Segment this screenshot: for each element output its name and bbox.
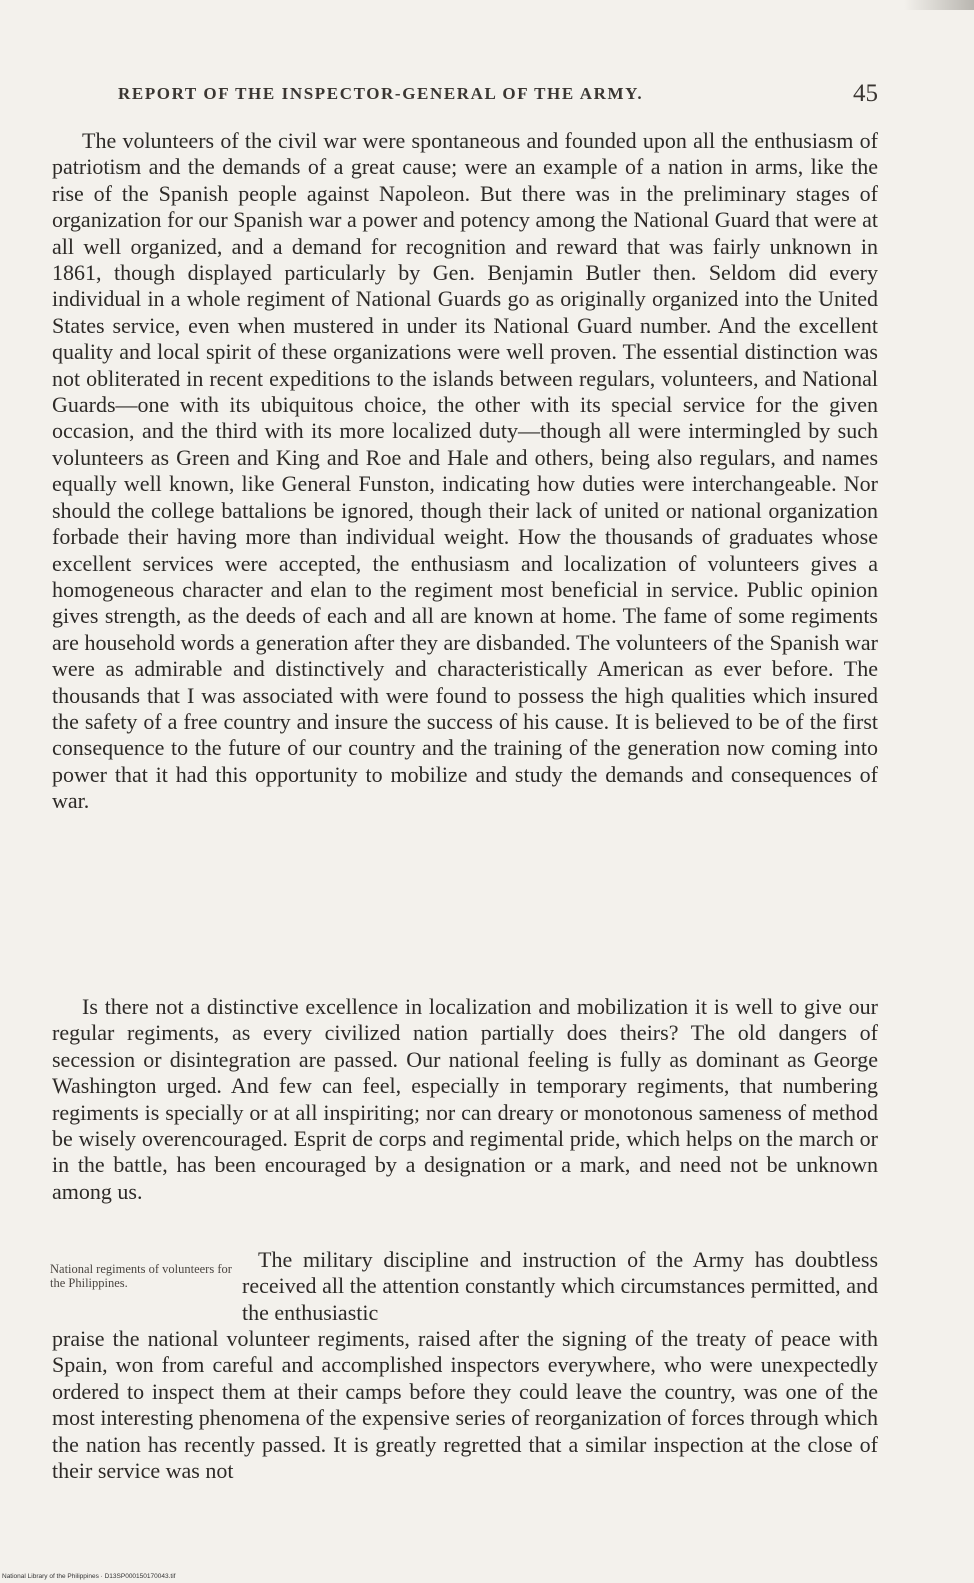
margin-note: National regiments of volunteers for the Philippines. — [50, 1262, 232, 1290]
paragraph-volunteers-civil-war: The volunteers of the civil war were spontaneous and founded upon all the enthusiasm of patriotism and the demands of a great cause; were an example of a nation in arms, like the rise of the Spanish people against Napoleon. But there was in the preliminary stages of organization for our Spanish war a power and potency among the National Guard that were at all well organized, and a demand for recognition and reward that was fairly unknown in 1861, though displayed particularly by Gen. Benjamin Butler then. Seldom did every individual in a whole regiment of National Guards go as originally organized into the United States service, even when mustered in under its National Guard number. And the excellent quality and local spirit of these organizations were well proven. The essential distinction was not obliterated in recent expeditions to the islands between regulars, volunteers, and National Guards—one with its ubiquitous choice, the other with its special service for the given occasion, and the third with its more localized duty—though all were intermingled by such volunteers as Green and King and Roe and Hale and others, being also regulars, and names equally well known, like General Funston, indicating how duties were interchangeable. Nor should the college battalions be ignored, though their lack of united or national organization forbade their having more than individual weight. How the thousands of graduates whose excellent services were accepted, the enthusiasm and localization of volunteers gives a homogeneous character and elan to the regiment most beneficial in service. Public opinion gives strength, as the deeds of each and all are known at home. The fame of some regiments are household words a generation after they are disbanded. The volunteers of the Spanish war were as admirable and distinctively and characteristically American as ever before. The thousands that I was associated with were found to possess the high qualities which insured the safety of a free country and insure the success of his cause. It is believed to be of the first consequence to the future of our country and the training of the generation now coming into power that it had this opportunity to mobilize and study the demands and consequences of war. — [52, 128, 878, 814]
running-title: REPORT OF THE INSPECTOR-GENERAL OF THE ARMY. — [118, 84, 644, 103]
page-number: 45 — [853, 80, 878, 107]
paragraph-localization-mobilization: Is there not a distinctive excellence in localization and mobilization it is well to give our regular regiments, as every civilized nation partially does theirs? The old dangers of secession or disintegration are passed. Our national feeling is fully as dominant as George Washington urged. And few can feel, especially in temporary regiments, that numbering regiments is specially or at all inspiriting; nor can dreary or monotonous sameness of method be wisely overencouraged. Esprit de corps and regimental pride, which helps on the march or in the battle, has been encouraged by a designation or a mark, and need not be unknown among us. — [52, 994, 878, 1204]
footer-credit: National Library of the Philippines · D13SP000150170043.tif — [2, 1573, 176, 1580]
paragraph-military-discipline-continued: praise the national volunteer regiments, raised after the signing of the treaty of peace with Spain, won from careful and accomplished inspectors everywhere, who were unexpectedly ordered to inspect them at their camps before they could leave the country, was one of the most interesting phenomena of the expensive series of reorganization of forces through which the nation has recently passed. It is greatly regretted that a similar inspection at the close of their service was not — [52, 1326, 878, 1484]
paragraph-military-discipline-start: The military discipline and instruction of the Army has doubtless received all the attention constantly which circumstances permitted, and the enthusiastic — [242, 1247, 878, 1325]
page-corner-shadow — [904, 0, 974, 10]
running-head — [118, 82, 878, 108]
